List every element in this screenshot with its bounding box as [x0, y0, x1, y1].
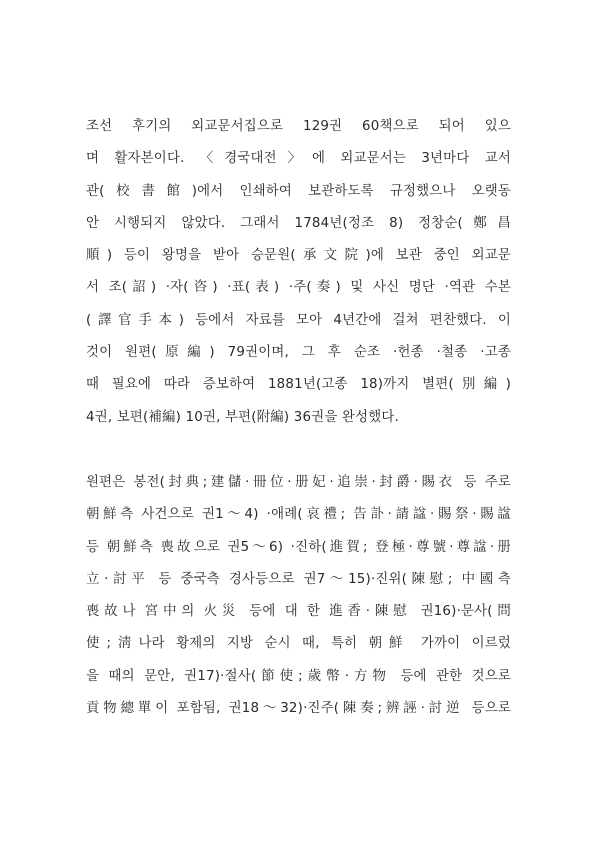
text-line: 朝鮮측 사건으로 권1～4) ·애례(哀禮; 告訃·請諡·賜祭·賜諡	[86, 507, 511, 523]
text-line: 立·討平 등 중국측 경사등으로 권7～15)·진위(陳慰; 中國측	[86, 571, 511, 587]
paragraph-contents	[86, 467, 511, 725]
text-line: 것이 원편(原編) 79권이며, 그 후 순조 ·헌종 ·철종 ·고종	[86, 345, 511, 361]
text-line: (譯官手本) 등에서 자료를 모아 4년간에 걸쳐 편찬했다. 이	[86, 312, 511, 328]
text-line: 을 때의 문안, 권17)·절사(節使;歲幣·方物 등에 관한 것으로	[86, 668, 511, 684]
text-line: 서 조(詔) ·자(咨) ·표(表) ·주(奏) 및 사신 명단 ·역관 수본	[86, 280, 511, 296]
text-line: 喪故나 宮中의 火災 등에 대 한 進香·陳慰 권16)·문사(問	[86, 604, 511, 620]
text-line: 順) 등이 왕명을 받아 승문원(承文院)에 보관 중인 외교문	[86, 248, 511, 264]
text-line: 4권, 보편(補編) 10권, 부편(附編) 36권을 완성했다.	[86, 409, 399, 425]
text-line: 안 시행되지 않았다. 그래서 1784년(정조 8) 정창순(鄭昌	[86, 215, 511, 231]
paragraph-overview	[86, 111, 511, 434]
text-line: 조선 후기의 외교문서집으로 129권 60책으로 되어 있으	[86, 119, 511, 134]
text-line: 며 활자본이다. 〈경국대전〉에 외교문서는 3년마다 교서	[86, 151, 511, 167]
text-line: 使;淸나라 황제의 지방 순시 때, 특히 朝鮮 가까이 이르렀	[86, 636, 511, 652]
text-line: 貢物總單이 포함됨, 권18～32)·진주(陳奏;辨誣·討逆 등으로	[86, 701, 511, 717]
text-line: 관(校書館)에서 인쇄하여 보관하도록 규정했으나 오랫동	[86, 183, 511, 199]
text-line: 등 朝鮮측 喪故으로 권5～6) ·진하(進賀; 登極·尊號·尊諡·册	[86, 539, 511, 555]
text-line: 원편은 봉전(封典;建儲·冊位·册妃·追崇·封爵·賜衣 등 주로	[86, 475, 511, 490]
text-line: 때 필요에 따라 증보하여 1881년(고종 18)까지 별편(別編)	[86, 377, 511, 393]
